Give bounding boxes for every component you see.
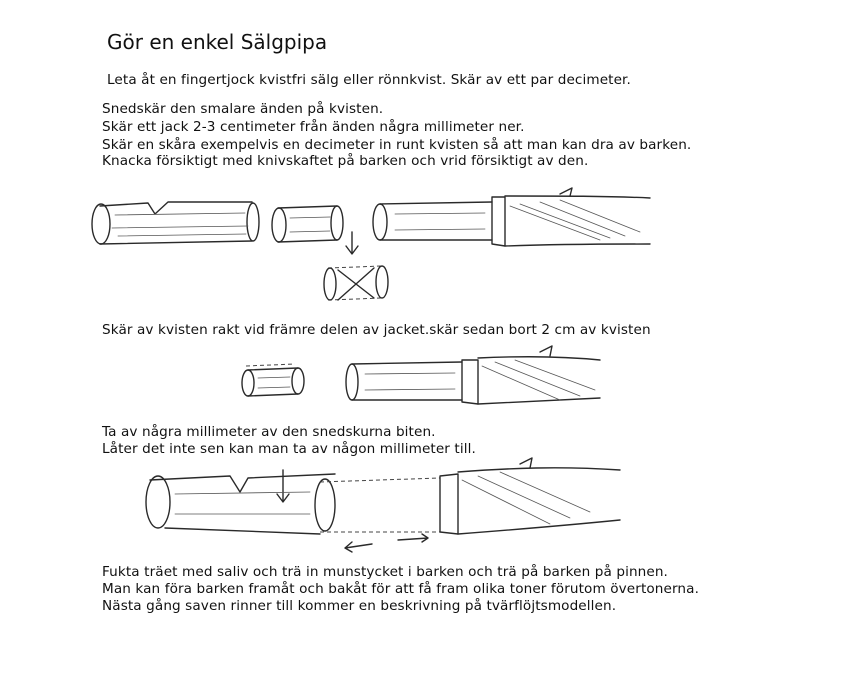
step3-line-2: Låter det inte sen kan man ta av någon millimeter till. — [102, 441, 476, 457]
step1-line-1: Snedskär den smalare änden på kvisten. — [102, 101, 384, 117]
mouthpiece-piece — [242, 364, 304, 396]
step4-line-2: Man kan föra barken framåt och bakåt för att få fram olika toner förutom övertonerna. — [102, 581, 699, 597]
page-title: Gör en enkel Sälgpipa — [107, 30, 328, 54]
twig-with-bark-step2 — [346, 346, 600, 404]
assembled-whistle — [146, 458, 620, 552]
step4-line-1: Fukta träet med saliv och trä in munstycket i barken och trä på barken på pinnen. — [102, 564, 668, 580]
slanted-twig-piece — [92, 202, 259, 244]
intro-text: Leta åt en fingertjock kvistfri sälg eller rönnkvist. Skär av ett par decimeter. — [107, 72, 631, 88]
twig-with-bark — [373, 188, 650, 246]
step1-line-3: Skär en skåra exempelvis en decimeter in runt kvisten så att man kan dra av barken. — [102, 137, 692, 153]
step4-line-3: Nästa gång saven rinner till kommer en beskrivning på tvärflöjtsmodellen. — [102, 598, 617, 614]
step1-line-4: Knacka försiktigt med knivskaftet på barken och vrid försiktigt av den. — [102, 153, 589, 169]
removed-piece-crossed — [324, 232, 388, 300]
step3-line-1: Ta av några millimeter av den snedskurna biten. — [102, 424, 436, 440]
short-twig-piece — [272, 206, 343, 242]
step2-text: Skär av kvisten rakt vid främre delen av jacket.skär sedan bort 2 cm av kvisten — [102, 322, 651, 338]
step1-line-2: Skär ett jack 2-3 centimeter från änden några millimeter ner. — [102, 119, 525, 135]
